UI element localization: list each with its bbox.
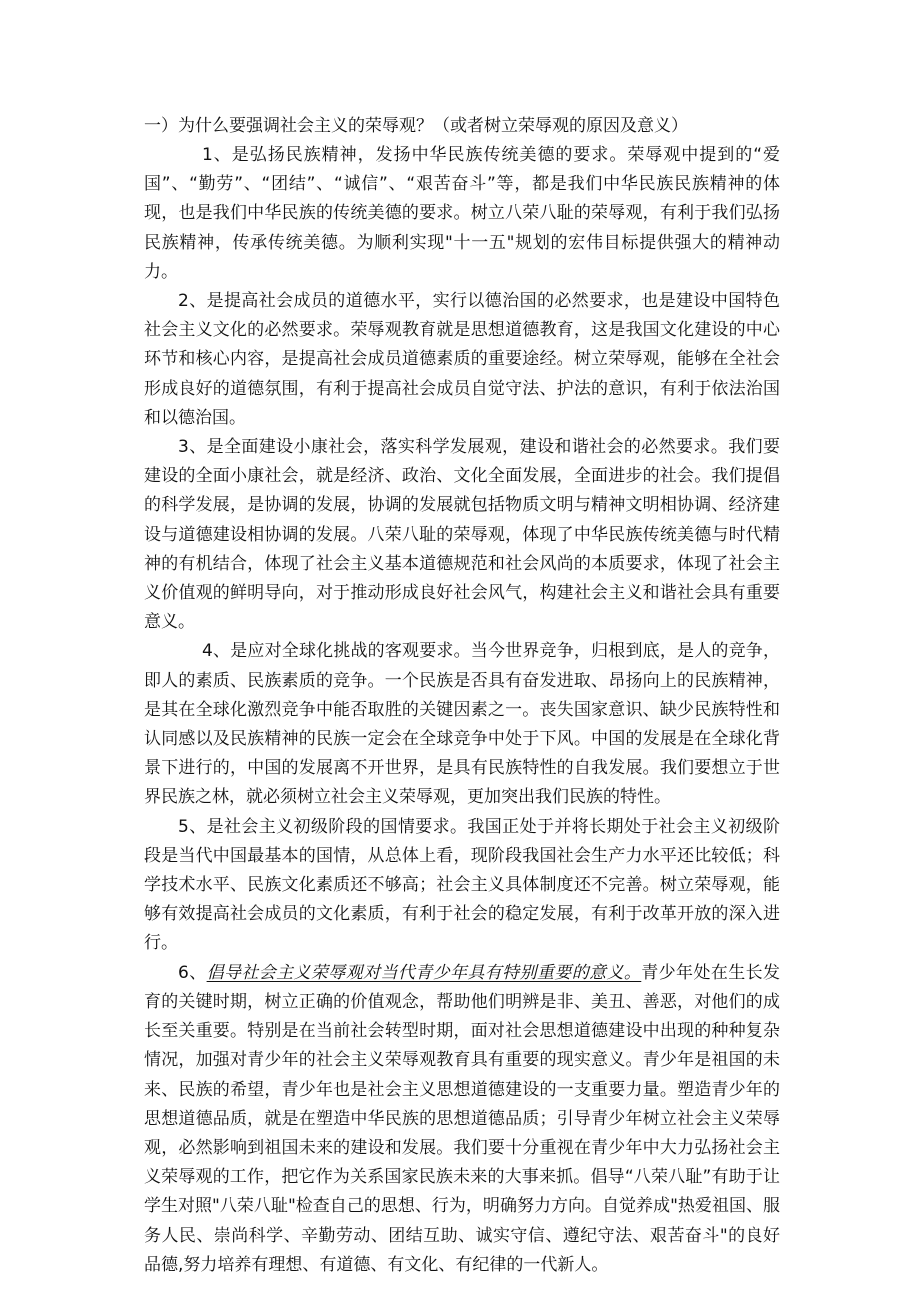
paragraph-2: 2、是提高社会成员的道德水平，实行以德治国的必然要求，也是建设中国特色社会主义文化的必然要求。荣辱观教育就是思想道德教育，这是我国文化建设的中心环节和核心内容，是提高社会成员道德素质的重要途经。树立荣辱观，能够在全社会形成良好的道德氛围，有利于提高社会成员自觉守法、护法的意识，有利于依法治国和以德治国。 [144,291,780,428]
paragraph-1: 1、是弘扬民族精神，发扬中华民族传统美德的要求。荣辱观中提到的“爱国”、“勤劳”、“团结”、“诚信”、“艰苦奋斗”等，都是我们中华民族民族精神的体现，也是我们中华民族的传统美德的要求。树立八荣八耻的荣辱观，有利于我们弘扬民族精神，传承传统美德。为顺利实现"十一五"规划的宏伟目标提供强大的精神动力。 [144,145,780,282]
paragraph-6-number: 6、 [178,962,207,983]
paragraph-6-text: 青少年处在生长发育的关键时期，树立正确的价值观念，帮助他们明辨是非、美丑、善恶，对他们的成长至关重要。特别是在当前社会转型时期，面对社会思想道德建设中出现的种种复杂情况，加强对青少年的社会主义荣辱观教育具有重要的现实意义。青少年是祖国的未来、民族的希望，青少年也是社会主义思想道德建设的一支重要力量。塑造青少年的思想道德品质，就是在塑造中华民族的思想道德品质；引导青少年树立社会主义荣辱观，必然影响到祖国未来的建设和发展。我们要十分重视在青少年中大力弘扬社会主义荣辱观的工作，把它作为关系国家民族未来的大事来抓。倡导“八荣八耻”有助于让学生对照"八荣八耻"检查自己的思想、行为，明确努力方向。自觉养成"热爱祖国、服务人民、崇尚科学、辛勤劳动、团结互助、诚实守信、遵纪守法、艰苦奋斗"的良好品德,努力培养有理想、有道德、有文化、有纪律的一代新人。 [144,962,780,1275]
document-body [144,112,780,1280]
paragraph-6-emphasis: 倡导社会主义荣辱观对当代青少年具有特别重要的意义。 [206,962,642,983]
paragraph-4: 4、是应对全球化挑战的客观要求。当今世界竞争，归根到底，是人的竞争，即人的素质、民族素质的竞争。一个民族是否具有奋发进取、昂扬向上的民族精神，是其在全球化激烈竞争中能否取胜的关键因素之一。丧失国家意识、缺少民族特性和认同感以及民族精神的民族一定会在全球竞争中处于下风。中国的发展是在全球化背景下进行的，中国的发展离不开世界，是具有民族特性的自我发展。我们要想立于世界民族之林，就必须树立社会主义荣辱观，更加突出我们民族的特性。 [144,641,780,808]
paragraph-6 [144,959,780,1280]
paragraph-3: 3、是全面建设小康社会，落实科学发展观，建设和谐社会的必然要求。我们要建设的全面小康社会，就是经济、政治、文化全面发展，全面进步的社会。我们提倡的科学发展，是协调的发展，协调的发展就包括物质文明与精神文明相协调、经济建设与道德建设相协调的发展。八荣八耻的荣辱观，体现了中华民族传统美德与时代精神的有机结合，体现了社会主义基本道德规范和社会风尚的本质要求，体现了社会主义价值观的鲜明导向，对于推动形成良好社会风气，构建社会主义和谐社会具有重要意义。 [144,437,780,633]
paragraph-5: 5、是社会主义初级阶段的国情要求。我国正处于并将长期处于社会主义初级阶段是当代中国最基本的国情，从总体上看，现阶段我国社会生产力水平还比较低；科学技术水平、民族文化素质还不够高；社会主义具体制度还不完善。树立荣辱观，能够有效提高社会成员的文化素质，有利于社会的稳定发展，有利于改革开放的深入进行。 [144,816,780,954]
section-heading: 一）为什么要强调社会主义的荣辱观？（或者树立荣辱观的原因及意义） [144,116,688,136]
